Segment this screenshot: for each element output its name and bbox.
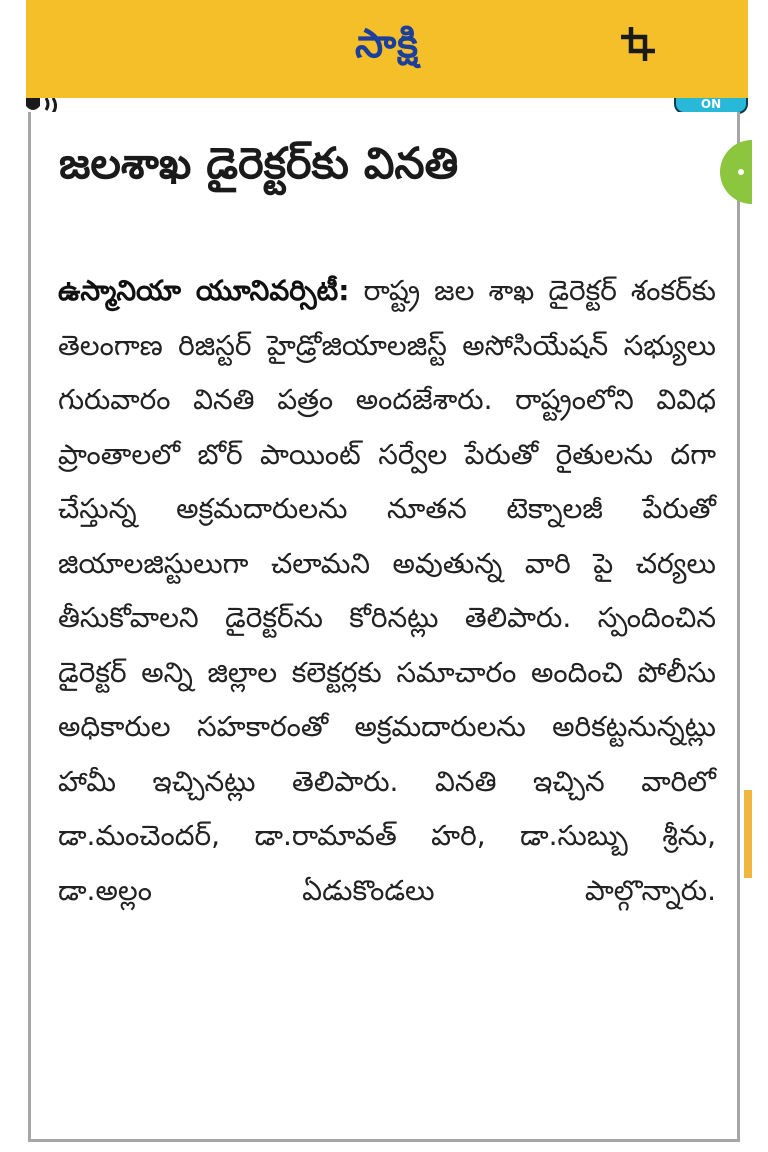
article-text: రాష్ట్ర జల శాఖ డైరెక్టర్ శంకర్‌కు తెలంగాణ రిజిస్టర్ హైడ్రోజియాలజిస్ట్ అసోసియేషన్ సభ్యులు గురువారం వినతి పత్రం అందజేశారు. రాష్ట్రంలోని వివిధ ప్రాంతాలలో బోర్ పాయింట్ సర్వేల పేరుతో రైతులను దగా చేస్తున్న అక్రమదారులను నూతన టెక్నాలజీ పేరుతో జియాలజిస్టులుగా చలామని అవుతున్న వారి పై చర్యలు తీసుకోవాలని డైరెక్టర్‌ను కోరినట్లు తెలిపారు. స్పందించిన డైరెక్టర్ అన్ని జిల్లాల కలెక్టర్లకు సమాచారం అందించి పోలీసు అధికారుల సహకారంతో అక్రమదారులను అరికట్టనున్నట్లు హామీ ఇచ్చినట్లు తెలిపారు. వినతి ఇచ్చిన వారిలో డా.మంచెందర్, డా.రామావత్ హరి, డా.సుబ్బు శ్రీను, డా.అల్లం ఏడుకొండలు పాల్గొన్నారు. — [58, 274, 716, 907]
news-clipping — [28, 112, 740, 1142]
app-header — [26, 0, 748, 98]
article-body — [58, 264, 716, 918]
article-headline: జలశాఖ డైరెక్టర్‌కు వినతి — [59, 139, 459, 189]
crop-button[interactable] — [616, 22, 660, 66]
crop-icon — [621, 27, 655, 61]
header-underbar — [26, 98, 748, 112]
sakshi-logo: సాక్షి — [354, 21, 420, 67]
on-badge-label: ON — [700, 98, 722, 111]
article-dateline: ఉస్మానియా యూనివర్సిటీ: — [58, 274, 350, 307]
scroll-marker[interactable] — [744, 790, 752, 878]
